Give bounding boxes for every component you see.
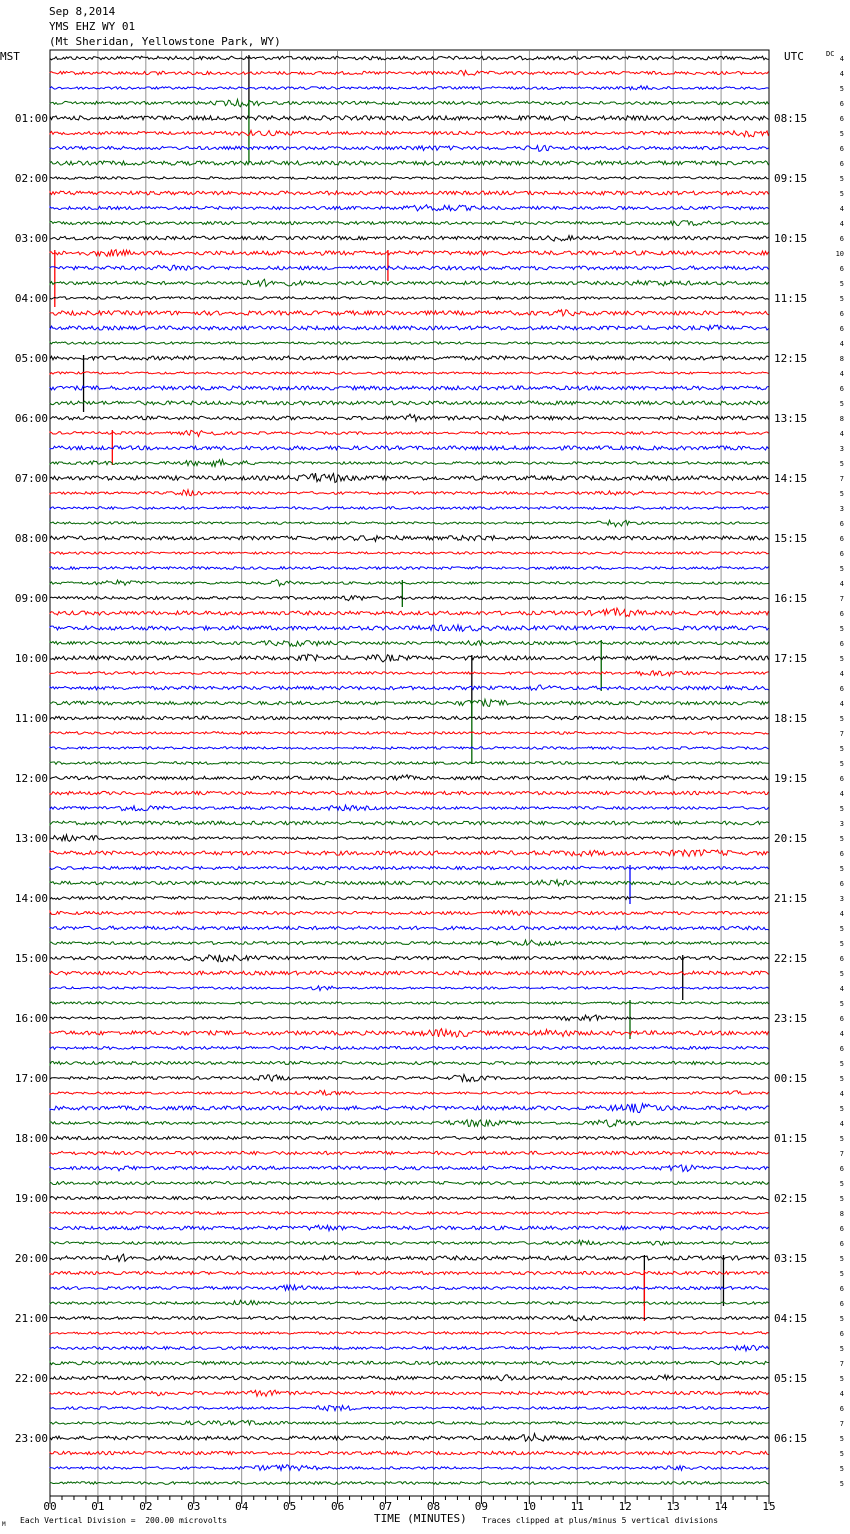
dc-offset-value: 6: [839, 1405, 844, 1413]
seismic-trace: [50, 490, 769, 496]
seismic-trace: [50, 460, 769, 467]
x-tick-label: 06: [330, 1500, 345, 1513]
seismic-trace: [50, 580, 769, 586]
dc-offset-value: 6: [839, 1045, 844, 1053]
seismic-trace: [50, 279, 769, 286]
dc-offset-value: 5: [839, 1000, 844, 1008]
mst-hour-label: 22:00: [14, 1372, 48, 1385]
seismic-trace: [50, 791, 769, 794]
seismic-trace: [50, 1361, 769, 1364]
dc-offset-value: 4: [839, 1030, 844, 1038]
dc-offset-value: 6: [839, 775, 844, 783]
dc-offset-value: 6: [839, 640, 844, 648]
seismic-trace: [50, 1136, 769, 1139]
dc-offset-value: 6: [839, 310, 844, 318]
seismic-trace: [50, 608, 769, 616]
dc-offset-value: 3: [839, 505, 844, 513]
seismic-trace: [50, 1165, 769, 1172]
utc-hour-label: 03:15: [774, 1252, 808, 1265]
mst-hour-label: 01:00: [14, 112, 48, 125]
seismic-trace: [50, 1451, 769, 1454]
x-tick-label: 03: [187, 1500, 201, 1513]
dc-offset-value: 7: [839, 730, 844, 738]
dc-offset-value: 10: [835, 250, 844, 258]
dc-offset-value: 5: [839, 1270, 844, 1278]
seismic-trace: [50, 1015, 769, 1021]
seismic-trace: [50, 1271, 769, 1274]
dc-offset-value: 5: [839, 940, 844, 948]
x-tick-label: 01: [91, 1500, 105, 1513]
seismic-trace: [50, 1316, 769, 1321]
seismic-trace: [50, 473, 769, 482]
seismic-trace: [50, 1482, 769, 1485]
utc-hour-label: 05:15: [774, 1372, 808, 1385]
seismic-trace: [50, 1240, 769, 1245]
seismic-trace: [50, 265, 769, 270]
utc-hour-label: 12:15: [774, 352, 808, 365]
utc-hour-label: 14:15: [774, 472, 808, 485]
date-label: Sep 8,2014: [49, 5, 116, 18]
dc-offset-value: 4: [839, 670, 844, 678]
dc-offset-value: 5: [839, 925, 844, 933]
mst-hour-label: 23:00: [14, 1432, 48, 1445]
mst-hour-label: 03:00: [14, 232, 48, 245]
x-tick-label: 04: [235, 1500, 249, 1513]
dc-offset-value: 4: [839, 910, 844, 918]
station-label: YMS EHZ WY 01: [49, 20, 136, 33]
dc-offset-value: 5: [839, 1345, 844, 1353]
seismic-trace: [50, 850, 769, 857]
seismic-trace: [50, 297, 769, 300]
mst-hour-label: 18:00: [14, 1132, 48, 1145]
dc-offset-value: 6: [839, 685, 844, 693]
seismic-trace: [50, 940, 769, 946]
seismic-trace: [50, 116, 769, 120]
corner-mark: M: [2, 1521, 6, 1528]
dc-offset-value: 5: [839, 85, 844, 93]
seismic-trace: [50, 716, 769, 719]
seismic-trace: [50, 1375, 769, 1381]
seismic-trace: [50, 191, 769, 195]
dc-offset-value: 6: [839, 520, 844, 528]
seismic-trace: [50, 1197, 769, 1200]
clip-note: Traces clipped at plus/minus 5 vertical divisions: [482, 1516, 719, 1525]
mst-hour-label: 15:00: [14, 952, 48, 965]
dc-offset-value: 7: [839, 1420, 844, 1428]
dc-offset-value: 4: [839, 1090, 844, 1098]
seismic-trace: [50, 1182, 769, 1185]
seismic-trace: [50, 520, 769, 526]
dc-offset-value: 5: [839, 1255, 844, 1263]
mst-hour-label: 19:00: [14, 1192, 48, 1205]
seismic-trace: [50, 446, 769, 450]
x-tick-label: 08: [426, 1500, 441, 1513]
seismic-trace: [50, 821, 769, 825]
seismic-trace: [50, 654, 769, 662]
dc-offset-value: 5: [839, 1105, 844, 1113]
seismic-trace: [50, 1405, 769, 1410]
utc-hour-label: 18:15: [774, 712, 808, 725]
seismic-trace: [50, 880, 769, 886]
x-tick-label: 09: [474, 1500, 489, 1513]
dc-offset-value: 4: [839, 430, 844, 438]
x-tick-label: 11: [570, 1500, 584, 1513]
dc-offset-value: 5: [839, 1375, 844, 1383]
dc-offset-value: 5: [839, 1075, 844, 1083]
utc-hour-label: 22:15: [774, 952, 808, 965]
x-tick-label: 05: [283, 1500, 297, 1513]
seismic-trace: [50, 1104, 769, 1113]
dc-offset-value: 5: [839, 130, 844, 138]
mst-hour-label: 05:00: [14, 352, 48, 365]
dc-offset-value: 4: [839, 580, 844, 588]
dc-offset-value: 4: [839, 1390, 844, 1398]
mst-hour-label: 04:00: [14, 292, 48, 305]
right-timezone-label: UTC: [784, 50, 804, 63]
seismic-trace: [50, 1285, 769, 1291]
dc-offset-value: 6: [839, 1330, 844, 1338]
seismic-trace: [50, 86, 769, 90]
utc-hour-label: 02:15: [774, 1192, 808, 1205]
seismic-trace: [50, 671, 769, 676]
mst-hour-label: 08:00: [14, 532, 48, 545]
seismic-trace: [50, 1300, 769, 1305]
seismic-trace: [50, 1090, 769, 1095]
dc-offset-value: 4: [839, 790, 844, 798]
seismic-trace: [50, 699, 769, 706]
seismic-trace: [50, 1332, 769, 1335]
dc-offset-value: 5: [839, 805, 844, 813]
x-tick-label: 07: [378, 1500, 393, 1513]
mst-hour-label: 06:00: [14, 412, 48, 425]
dc-offset-value: 3: [839, 445, 844, 453]
mst-hour-label: 12:00: [14, 772, 48, 785]
seismic-trace: [50, 177, 769, 179]
mst-hour-label: 10:00: [14, 652, 48, 665]
seismic-trace: [50, 971, 769, 975]
dc-offset-value: 8: [839, 415, 844, 423]
seismic-trace: [50, 1047, 769, 1050]
mst-hour-label: 07:00: [14, 472, 48, 485]
dc-offset-value: 5: [839, 715, 844, 723]
seismic-trace: [50, 1345, 769, 1351]
dc-offset-value: 5: [839, 835, 844, 843]
dc-offset-value: 6: [839, 325, 844, 333]
dc-offset-value: 6: [839, 850, 844, 858]
seismic-trace: [50, 507, 769, 510]
dc-offset-value: 4: [839, 1120, 844, 1128]
utc-hour-label: 17:15: [774, 652, 808, 665]
seismic-trace: [50, 1434, 769, 1442]
x-axis-label: TIME (MINUTES): [374, 1512, 467, 1525]
dc-offset-value: 4: [839, 700, 844, 708]
seismic-trace: [50, 552, 769, 554]
dc-offset-value: 5: [839, 1465, 844, 1473]
dc-offset-value: 5: [839, 655, 844, 663]
seismic-trace: [50, 835, 769, 842]
seismic-trace: [50, 1212, 769, 1215]
dc-offset-value: 4: [839, 985, 844, 993]
seismic-trace: [50, 401, 769, 405]
dc-offset-value: 5: [839, 400, 844, 408]
seismic-trace: [50, 866, 769, 869]
x-tick-label: 02: [139, 1500, 153, 1513]
dc-offset-value: 6: [839, 1285, 844, 1293]
scale-note: Each Vertical Division = 200.00 microvolts: [20, 1516, 228, 1525]
dc-offset-value: 6: [839, 145, 844, 153]
dc-offset-value: 6: [839, 385, 844, 393]
utc-hour-label: 20:15: [774, 832, 808, 845]
seismic-trace: [50, 130, 769, 136]
dc-offset-value: 6: [839, 1225, 844, 1233]
seismic-trace: [50, 1465, 769, 1471]
utc-hour-label: 10:15: [774, 232, 808, 245]
seismic-trace: [50, 70, 769, 75]
dc-offset-value: 6: [839, 550, 844, 558]
dc-offset-value: 5: [839, 565, 844, 573]
dc-offset-value: 6: [839, 1300, 844, 1308]
x-tick-label: 12: [618, 1500, 632, 1513]
dc-offset-value: 5: [839, 175, 844, 183]
mst-hour-label: 09:00: [14, 592, 48, 605]
location-label: (Mt Sheridan, Yellowstone Park, WY): [49, 35, 281, 48]
seismic-trace: [50, 625, 769, 632]
utc-hour-label: 08:15: [774, 112, 808, 125]
utc-hour-label: 04:15: [774, 1312, 808, 1325]
utc-hour-label: 11:15: [774, 292, 808, 305]
mst-hour-label: 17:00: [14, 1072, 48, 1085]
x-tick-label: 10: [522, 1500, 536, 1513]
x-tick-label: 15: [762, 1500, 776, 1513]
dc-offset-value: 5: [839, 280, 844, 288]
seismic-trace: [50, 356, 769, 360]
dc-offset-value: 5: [839, 745, 844, 753]
seismic-trace: [50, 955, 769, 962]
seismic-trace: [50, 775, 769, 781]
seismic-trace: [50, 536, 769, 542]
seismic-trace: [50, 896, 769, 899]
mst-hour-label: 02:00: [14, 172, 48, 185]
dc-offset-value: 5: [839, 460, 844, 468]
seismic-trace: [50, 910, 769, 915]
dc-offset-value: 5: [839, 1435, 844, 1443]
dc-offset-value: 5: [839, 1195, 844, 1203]
utc-hour-label: 00:15: [774, 1072, 808, 1085]
utc-hour-label: 13:15: [774, 412, 808, 425]
seismic-trace: [50, 596, 769, 601]
dc-offset-value: 3: [839, 820, 844, 828]
dc-offset-value: 6: [839, 1165, 844, 1173]
x-tick-label: 14: [714, 1500, 728, 1513]
seismic-trace: [50, 221, 769, 226]
seismic-trace: [50, 161, 769, 165]
seismic-trace: [50, 1002, 769, 1004]
seismic-trace: [50, 1420, 769, 1425]
dc-offset-value: 3: [839, 895, 844, 903]
seismic-trace: [50, 1225, 769, 1231]
dc-offset-value: 6: [839, 610, 844, 618]
seismic-trace: [50, 145, 769, 151]
seismic-trace: [50, 310, 769, 316]
dc-offset-value: 5: [839, 1135, 844, 1143]
dc-offset-value: 5: [839, 625, 844, 633]
seismic-trace: [50, 325, 769, 330]
utc-hour-label: 06:15: [774, 1432, 808, 1445]
dc-offset-value: 6: [839, 100, 844, 108]
utc-hour-label: 21:15: [774, 892, 808, 905]
dc-offset-value: 5: [839, 970, 844, 978]
dc-offset-value: 5: [839, 1180, 844, 1188]
dc-offset-value: 6: [839, 1240, 844, 1248]
seismic-trace: [50, 1061, 769, 1064]
dc-offset-value: 7: [839, 1360, 844, 1368]
seismic-trace: [50, 56, 769, 60]
dc-offset-value: 4: [839, 220, 844, 228]
dc-offset-value: 8: [839, 1210, 844, 1218]
seismic-trace: [50, 732, 769, 735]
dc-offset-value: 5: [839, 1060, 844, 1068]
dc-offset-value: 5: [839, 1450, 844, 1458]
mst-hour-label: 20:00: [14, 1252, 48, 1265]
seismic-trace: [50, 685, 769, 690]
mst-hour-label: 13:00: [14, 832, 48, 845]
seismic-trace: [50, 1029, 769, 1037]
left-timezone-label: MST: [0, 50, 20, 63]
dc-offset-value: 4: [839, 55, 844, 63]
seismic-trace: [50, 250, 769, 257]
dc-offset-value: 5: [839, 295, 844, 303]
dc-offset-value: 6: [839, 160, 844, 168]
mst-hour-label: 16:00: [14, 1012, 48, 1025]
dc-offset-value: 6: [839, 955, 844, 963]
utc-hour-label: 19:15: [774, 772, 808, 785]
dc-offset-value: 6: [839, 265, 844, 273]
dc-offset-value: 5: [839, 190, 844, 198]
seismic-trace: [50, 762, 769, 765]
seismic-trace: [50, 386, 769, 390]
dc-offset-value: 4: [839, 340, 844, 348]
seismic-trace: [50, 1075, 769, 1082]
seismic-trace: [50, 1120, 769, 1127]
dc-offset-value: 6: [839, 235, 844, 243]
dc-offset-value: 7: [839, 1150, 844, 1158]
seismic-trace: [50, 99, 769, 106]
dc-offset-value: 5: [839, 865, 844, 873]
dc-offset-value: 7: [839, 475, 844, 483]
x-tick-label: 13: [666, 1500, 680, 1513]
dc-offset-value: 8: [839, 355, 844, 363]
mst-hour-label: 21:00: [14, 1312, 48, 1325]
seismic-trace: [50, 1151, 769, 1155]
seismic-trace: [50, 342, 769, 344]
mst-hour-label: 11:00: [14, 712, 48, 725]
seismic-trace: [50, 1390, 769, 1396]
seismic-trace: [50, 805, 769, 811]
dc-offset-value: 6: [839, 880, 844, 888]
dc-offset-value: 5: [839, 490, 844, 498]
seismic-trace: [50, 1254, 769, 1261]
dc-offset-value: 5: [839, 1315, 844, 1323]
seismic-trace: [50, 641, 769, 647]
seismic-trace: [50, 747, 769, 749]
dc-offset-value: 6: [839, 115, 844, 123]
utc-hour-label: 16:15: [774, 592, 808, 605]
seismic-trace: [50, 236, 769, 242]
seismic-trace: [50, 926, 769, 930]
dc-offset-value: 5: [839, 760, 844, 768]
seismic-trace: [50, 986, 769, 991]
dc-offset-value: 6: [839, 535, 844, 543]
seismic-trace: [50, 430, 769, 436]
dc-offset-value: 4: [839, 370, 844, 378]
utc-hour-label: 15:15: [774, 532, 808, 545]
seismic-trace: [50, 205, 769, 211]
dc-label: DC: [826, 50, 835, 58]
seismic-trace: [50, 567, 769, 570]
utc-hour-label: 01:15: [774, 1132, 808, 1145]
dc-offset-value: 6: [839, 1015, 844, 1023]
x-tick-label: 00: [43, 1500, 57, 1513]
utc-hour-label: 09:15: [774, 172, 808, 185]
mst-hour-label: 14:00: [14, 892, 48, 905]
seismic-trace: [50, 414, 769, 421]
dc-offset-value: 7: [839, 595, 844, 603]
dc-offset-value: 5: [839, 1480, 844, 1488]
utc-hour-label: 23:15: [774, 1012, 808, 1025]
dc-offset-value: 4: [839, 205, 844, 213]
seismic-trace: [50, 372, 769, 374]
dc-offset-value: 4: [839, 70, 844, 78]
